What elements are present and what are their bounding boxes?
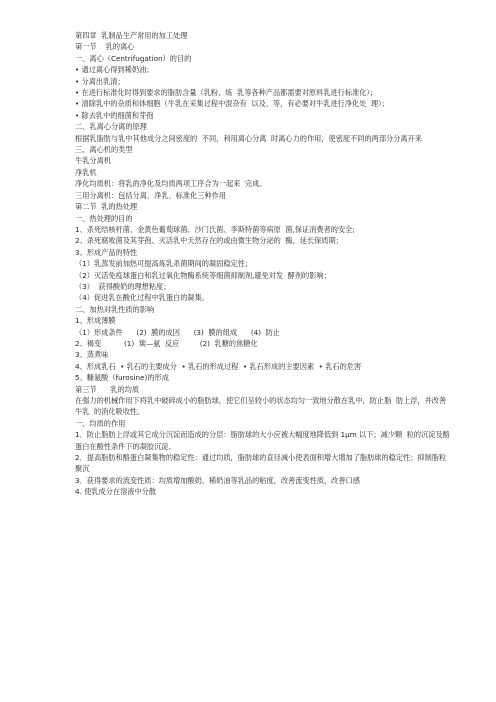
section-heading: 第二节 乳的热处理 [75, 202, 138, 212]
bullet-item: • 在进行标准化时得到要求的脂肪含量（乳粉、炼 乳等各种产品都需要对原料乳进行标准化）； [75, 88, 378, 98]
paragraph: 牛乳分离机 [75, 156, 111, 166]
paragraph: 三用分离机：包括分离、净乳、标准化三种作用 [75, 190, 226, 200]
bullet-item: • 通过离心得到稀奶油； [75, 65, 154, 75]
numbered-item: 1、杀死结核杆菌、金黄色葡萄球菌、沙门氏菌、李斯特菌等病原 菌,保证消费者的安全; [75, 224, 355, 234]
sub-item: （2）灭活免疫球蛋白和乳过氧化物酶系统等细菌抑制剂,避免对发 酵剂的影响； [75, 270, 331, 280]
section-heading: 第三节 乳的均质 [75, 384, 140, 394]
chapter-title: 第四章 乳制品生产常用的加工处理 [75, 31, 188, 40]
subsection-heading: 二、乳离心分离的原理 [75, 122, 147, 132]
sub-item: （3） 获得酸奶的理想粘度； [75, 281, 171, 291]
paragraph: 根据乳脂肪与乳中其他成分之间密度的 不同，利用离心分离 时离心力的作用，使密度不同的两部分分离开来 [75, 133, 422, 143]
bullet-item: • 分离出乳清； [75, 76, 125, 86]
numbered-item: 4. 使乳成分在溶液中分散 [75, 487, 157, 497]
section-heading: 第一节 乳的离心 [75, 42, 135, 52]
numbered-item: 1、形成薄膜 [75, 316, 116, 326]
paragraph: 净乳机 [75, 167, 97, 177]
numbered-item: 4、形成乳石 • 乳石的主要成分 • 乳石的形成过程 • 乳石形成的主要因素 • 乳石的危害 [75, 361, 362, 371]
subsection-heading: 一、均质的作用 [75, 418, 126, 428]
subsection-heading: 一、热处理的目的 [75, 213, 133, 223]
sub-item: （4）促进乳在酸化过程中乳蛋白的凝集。 [75, 293, 209, 303]
sub-item: （1）乳蒸发前加热可提高炼乳杀菌期间的凝固稳定性； [75, 259, 253, 269]
numbered-item: 2．提高脂肪和酪蛋白凝集物的稳定性：通过均质，脂肪球的直径减小使表面积增大增加了脂肪球的稳定性；抑制脂粒聚沉 [75, 453, 447, 474]
paragraph: 在强力的机械作用下将乳中破碎成小的脂肪球，使它们呈较小的状态均匀一致地分散在乳中，防止脂 肪上浮，并改善牛乳 的消化吸收性。 [75, 396, 447, 417]
sub-item: （1）形成条件 (2) 膜的成因 (3) 膜的组成 (4) 防止 [75, 327, 280, 337]
subsection-heading: 三、离心机的类型 [75, 145, 133, 155]
bullet-item: • 除去乳中的细菌和芽孢 [75, 110, 154, 120]
paragraph: 净化均质机：将乳的净化及均质两项工序合为一起来 完成。 [75, 179, 267, 189]
numbered-item: 2、杀死腐败菌及其芽孢、灭活乳中天然存在的或由微生物分泌的 酶，延长保质期； [75, 236, 343, 246]
numbered-item: 2、褐变 (1) 羰—氨 反应 (2) 乳糖的焦糖化 [75, 338, 258, 348]
numbered-item: 5、糠氨酸（furosine)的形成 [75, 373, 169, 383]
numbered-item: 3、蒸煮味 [75, 350, 109, 360]
subsection-heading: 一、离心（Centrifugation）的目的 [75, 53, 192, 63]
numbered-item: 3．获得要求的流变性质：均质增加酸奶、稀奶油等乳品的粘度，改善流变性质，改善口感 [75, 475, 360, 485]
bullet-item: • 清除乳中的杂质和体细胞（牛乳在采集过程中混杂有 以及、等，有必要对牛乳进行净化处 理）； [75, 99, 389, 109]
numbered-item: 1．防止脂肪上浮或其它成分沉淀而造成的分层：脂肪球的大小应被大幅度地降低到 1μm 以下；减少颗 粒的沉淀及酪蛋白在酸性条件下的凝胶沉淀。 [75, 430, 450, 451]
subsection-heading: 二、加热对乳性质的影响 [75, 304, 155, 314]
numbered-item: 3、形成产品的特性 [75, 247, 138, 257]
